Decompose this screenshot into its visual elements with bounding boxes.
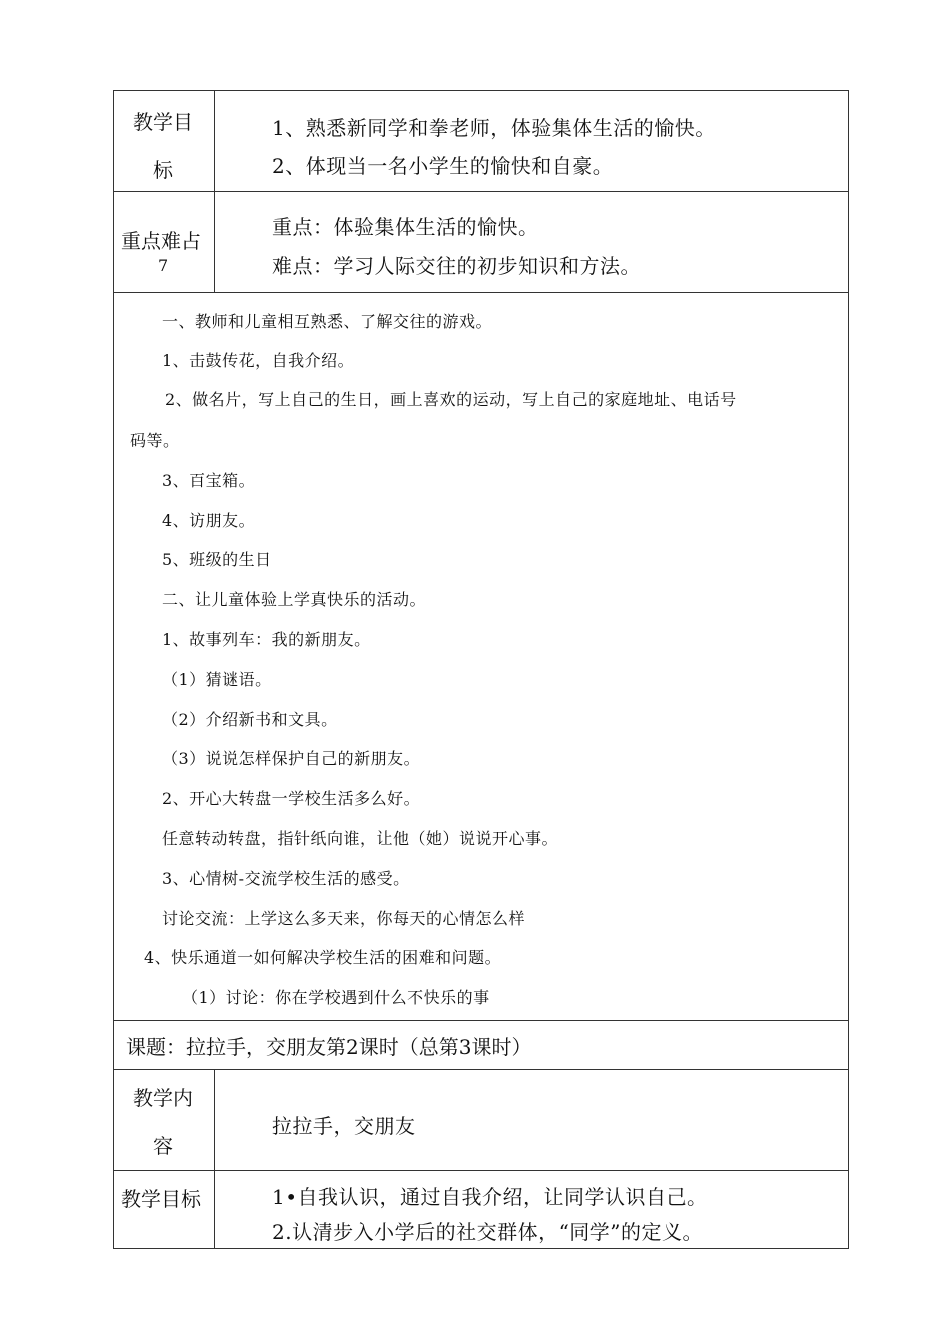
process-line: （2）介绍新书和文具。 xyxy=(162,710,338,729)
row1-line-2: 2、体现当一名小学生的愉快和自豪。 xyxy=(272,154,614,178)
process-line: 1、故事列车：我的新朋友。 xyxy=(162,630,371,649)
table-rule xyxy=(113,191,849,192)
row4-content: 拉拉手，交朋友 xyxy=(272,1114,416,1138)
process-line: 码等。 xyxy=(130,431,180,450)
process-line: 任意转动转盘，指针纸向谁，让他（她）说说开心事。 xyxy=(162,829,559,848)
row2-label-line1: 重点难占 xyxy=(121,229,201,253)
table-rule xyxy=(113,1170,849,1171)
process-line: 3、百宝箱。 xyxy=(162,471,256,490)
row5-label: 教学目标 xyxy=(121,1187,201,1211)
process-line: （3）说说怎样保护自己的新朋友。 xyxy=(162,749,421,768)
table-rule xyxy=(214,1069,215,1249)
table-rule xyxy=(113,292,849,293)
process-line: 讨论交流：上学这么多天来，你每天的心情怎么样 xyxy=(162,909,526,928)
row1-label-line1: 教学目 xyxy=(133,110,193,134)
row1-line-1: 1、熟悉新同学和拳老师，体验集体生活的愉快。 xyxy=(272,116,716,140)
table-rule xyxy=(848,90,849,1249)
process-line: （1）讨论：你在学校遇到什么不快乐的事 xyxy=(182,988,490,1007)
row2-line-1: 重点：体验集体生活的愉快。 xyxy=(272,215,539,239)
row5-line-1: 1•自我认识，通过自我介绍，让同学认识自己。 xyxy=(272,1185,708,1209)
process-line: 二、让儿童体验上学真快乐的活动。 xyxy=(162,590,427,609)
row2-label-line2: 7 xyxy=(158,256,169,275)
process-line: 2、开心大转盘一学校生活多么好。 xyxy=(162,789,421,808)
process-line: 一、教师和儿童相互熟悉、了解交往的游戏。 xyxy=(162,312,493,331)
table-rule xyxy=(113,1020,849,1021)
table-rule xyxy=(113,90,114,1249)
process-line: 3、心情树-交流学校生活的感受。 xyxy=(162,869,410,888)
process-line: （1）猜谜语。 xyxy=(162,670,272,689)
row4-label-line1: 教学内 xyxy=(133,1086,193,1110)
row4-label-line2: 容 xyxy=(153,1134,173,1158)
table-rule xyxy=(113,90,849,91)
process-line: 4、访朋友。 xyxy=(162,511,256,530)
row2-line-2: 难点：学习人际交往的初步知识和方法。 xyxy=(272,254,641,278)
table-rule xyxy=(113,1248,849,1249)
table-rule xyxy=(113,1069,849,1070)
process-line: 1、击鼓传花，自我介绍。 xyxy=(162,351,355,370)
process-line: 2、做名片，写上自己的生日，画上喜欢的运动，写上自己的家庭地址、电话号 xyxy=(165,390,737,409)
process-line: 5、班级的生日 xyxy=(162,550,272,569)
lesson-title: 课题：拉拉手，交朋友第2课时（总第3课时） xyxy=(126,1035,532,1059)
row5-line-2: 2.认清步入小学后的社交群体，“同学”的定义。 xyxy=(272,1220,704,1244)
table-rule xyxy=(214,90,215,293)
row1-label-line2: 标 xyxy=(153,158,173,182)
process-line: 4、快乐通道一如何解决学校生活的困难和问题。 xyxy=(144,948,502,967)
